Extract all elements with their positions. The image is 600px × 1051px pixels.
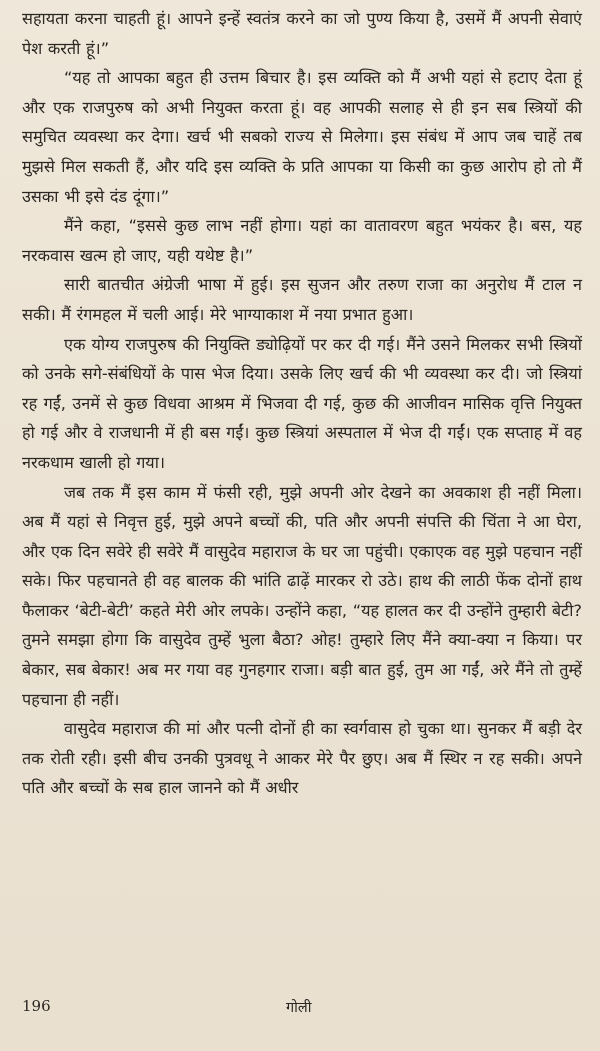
paragraph: जब तक मैं इस काम में फंसी रही, मुझे अपनी ओर देखने का अवकाश ही नहीं मिला। अब मैं यहां से निवृत्त हुई, मुझे अपने बच्चों की, पति और अपनी संपत्ति की चिंता ने आ घेरा, और एक दिन सवेरे ही सवेरे मैं वासुदेव महाराज के घर जा पहुंची। एकाएक वह मुझे पहचान नहीं सके। फिर पहचानते ही वह बालक की भांति ढाढ़ें मारकर रो उठे। हाथ की लाठी फेंक दोनों हाथ फैलाकर ‘बेटी-बेटी’ कहते मेरी ओर लपके। उन्होंने कहा, “यह हालत कर दी उन्होंने तुम्हारी बेटी? तुमने समझा होगा कि वासुदेव तुम्हें भुला बैठा? ओह! तुम्हारे लिए मैंने क्या-क्या न किया। पर बेकार, सब बेकार! अब मर गया वह गुनहगार राजा। बड़ी बात हुई, तुम आ गईं, अरे मैंने तो तुम्हें पहचाना ही नहीं।: [22, 482, 582, 709]
paragraph-continued: सहायता करना चाहती हूं। आपने इन्हें स्वतंत्र करने का जो पुण्य किया है, उसमें मैं अपनी सेवाएं पेश करती हूं।”: [22, 9, 582, 58]
paragraph: एक योग्य राजपुरुष की नियुक्ति ड्योढ़ियों पर कर दी गई। मैंने उसने मिलकर सभी स्त्रियों को उनके सगे-संबंधियों के पास भेज दिया। उसके लिए खर्च की भी व्यवस्था कर दी। जो स्त्रियां रह गईं, उनमें से कुछ विधवा आश्रम में भिजवा दी गई, कुछ की आजीवन मासिक वृत्ति नियुक्त हो गई और वे राजधानी में ही बस गईं। कुछ स्त्रियां अस्पताल में भेज दी गईं। एक सप्ताह में वह नरकधाम खाली हो गया।: [22, 334, 582, 472]
running-title: गोली: [286, 1000, 312, 1016]
paragraph: “यह तो आपका बहुत ही उत्तम बिचार है। इस व्यक्ति को मैं अभी यहां से हटाए देता हूं और एक राजपुरुष को अभी नियुक्त करता हूं। वह आपकी सलाह से ही इन सब स्त्रियों की समुचित व्यवस्था कर देगा। खर्च भी सबको राज्य से मिलेगा। इस संबंध में आप जब चाहें तब मुझसे मिल सकती हैं, और यदि इस व्यक्ति के प्रति आपका या किसी का कुछ आरोप हो तो मैं उसका भी इसे दंड दूंगा।”: [22, 68, 582, 206]
page-number: 196: [22, 997, 51, 1015]
paragraph: सारी बातचीत अंग्रेजी भाषा में हुई। इस सुजन और तरुण राजा का अनुरोध मैं टाल न सकी। मैं रंगमहल में चली आई। मेरे भाग्याकाश में नया प्रभात हुआ।: [22, 275, 582, 324]
paragraph: वासुदेव महाराज की मां और पत्नी दोनों ही का स्वर्गवास हो चुका था। सुनकर मैं बड़ी देर तक रोती रही। इसी बीच उनकी पुत्रवधू ने आकर मेरे पैर छुए। अब मैं स्थिर न रह सकी। अपने पति और बच्चों के सब हाल जानने को मैं अधीर: [22, 719, 582, 798]
page-footer: [22, 997, 582, 1021]
body-text: [22, 4, 582, 803]
paragraph: मैंने कहा, “इससे कुछ लाभ नहीं होगा। यहां का वातावरण बहुत भयंकर है। बस, यह नरकवास खत्म हो जाए, यही यथेष्ट है।”: [22, 216, 582, 265]
